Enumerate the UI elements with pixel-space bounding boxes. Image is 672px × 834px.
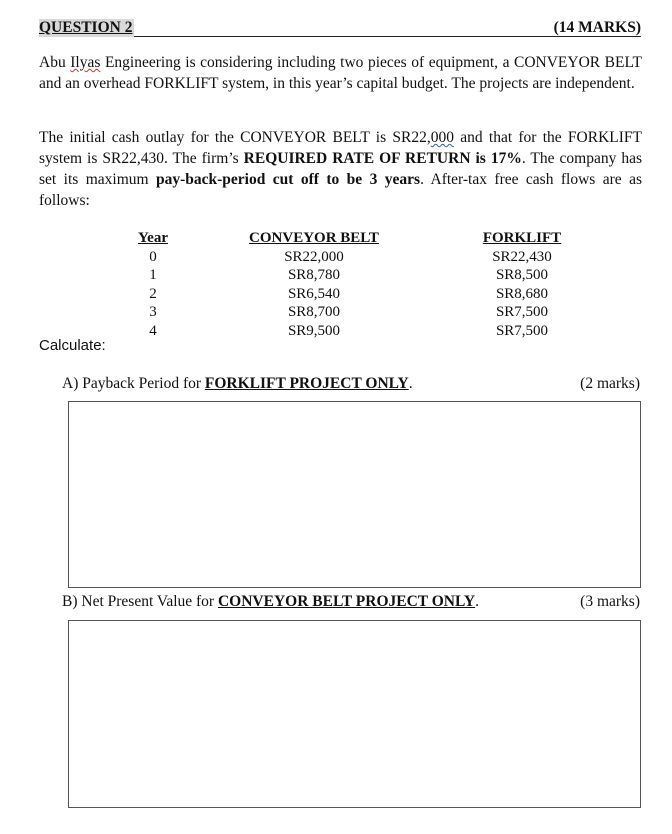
answer-box-a[interactable] — [68, 401, 641, 588]
question-b: B) Net Present Value for CONVEYOR BELT PROJECT ONLY. (3 marks) — [62, 593, 640, 610]
year-column — [127, 229, 179, 340]
table-cell: 1 — [149, 267, 157, 283]
table-cell: SR8,500 — [495, 267, 549, 283]
question-a-emphasis: FORKLIFT PROJECT ONLY — [204, 375, 409, 392]
table-cell: SR8,700 — [287, 304, 341, 320]
table-cell: SR7,500 — [495, 322, 549, 339]
table-cell: SR22,430 — [492, 248, 552, 265]
required-return: REQUIRED RATE OF RETURN is 17% — [243, 150, 522, 167]
question-b-marks: (3 marks) — [580, 593, 640, 610]
table-cell: SR9,500 — [287, 322, 341, 339]
table-cell: SR22,000 — [284, 248, 344, 265]
question-a: A) Payback Period for FORKLIFT PROJECT ONLY. (2 marks) — [62, 375, 640, 392]
conveyor-header: CONVEYOR BELT — [249, 230, 379, 246]
forklift-header: FORKLIFT — [482, 230, 562, 246]
calculate-label: Calculate: — [39, 337, 106, 354]
table-cell: SR7,500 — [495, 304, 549, 320]
question-b-emphasis: CONVEYOR BELT PROJECT ONLY — [217, 593, 476, 610]
question-header — [39, 17, 641, 37]
question-title: QUESTION 2 — [39, 19, 133, 36]
intro-paragraph-2: The initial cash outlay for the CONVEYOR BELT is SR22,000 and that for the FORKLIFT system is SR22,430. The firm’s REQUIRED RATE OF RETURN is 17%. The company has set its maximum pay-back-period cut off to be 3 years. After-tax free cash flows are as follows: — [39, 129, 642, 209]
conveyor-column — [235, 229, 393, 340]
forklift-column — [460, 229, 584, 340]
year-header: Year — [138, 230, 168, 246]
payback-cutoff: pay-back-period cut off to be 3 years — [155, 171, 421, 188]
question-a-marks: (2 marks) — [580, 375, 640, 392]
intro-paragraph-1: Abu Ilyas Engineering is considering including two pieces of equipment, a CONVEYOR BELT and an overhead FORKLIFT system, in this year’s capital budget. The projects are independent. — [39, 54, 642, 92]
table-cell: SR6,540 — [287, 285, 341, 302]
answer-box-b[interactable] — [68, 620, 641, 808]
table-cell: SR8,780 — [287, 267, 341, 283]
table-cell: 0 — [149, 248, 157, 265]
table-cell: SR8,680 — [495, 285, 549, 302]
table-cell: 4 — [149, 322, 157, 339]
question-marks: (14 MARKS) — [553, 19, 641, 36]
table-cell: 3 — [149, 304, 157, 320]
table-cell: 2 — [149, 285, 157, 302]
company-name: Ilyas — [70, 54, 101, 71]
